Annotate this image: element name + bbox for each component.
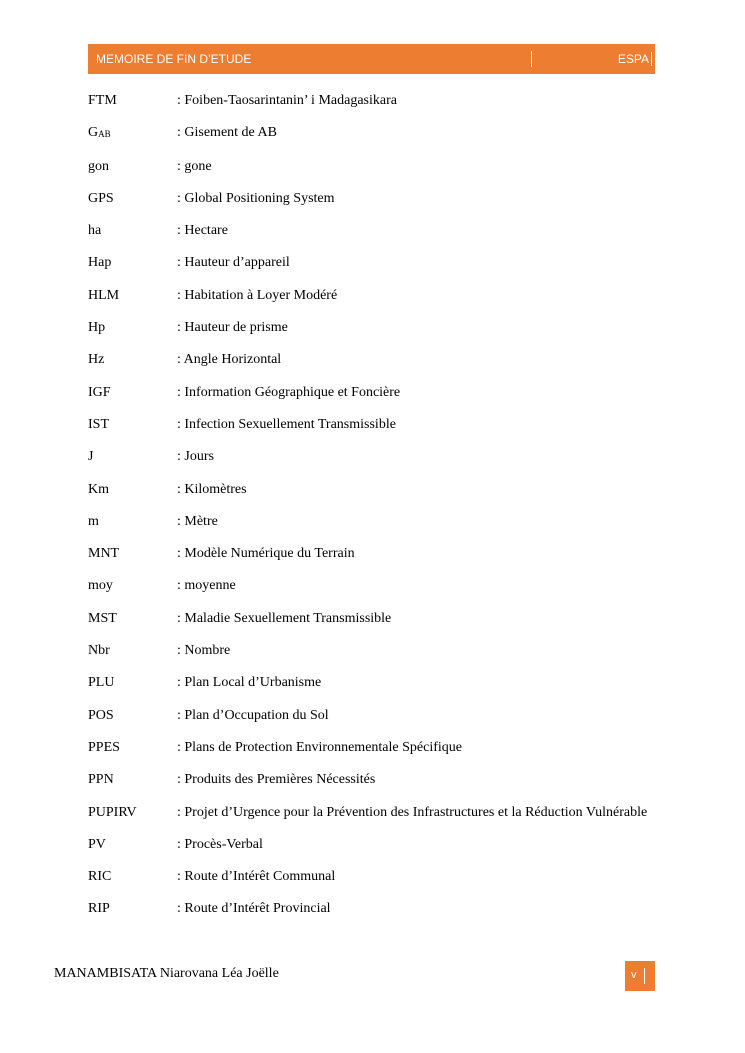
abbreviation-definition: : Produits des Premières Nécessités xyxy=(177,772,376,788)
abbreviation-row xyxy=(88,899,655,918)
abbreviation-definition: : Habitation à Loyer Modéré xyxy=(177,287,338,303)
abbreviation-row xyxy=(88,318,655,337)
abbreviation-term xyxy=(88,641,177,660)
abbreviation-term-subscript: AB xyxy=(98,129,111,140)
abbreviation-row xyxy=(88,641,655,660)
abbreviation-term-text: GPS xyxy=(88,190,114,206)
abbreviation-definition: : Maladie Sexuellement Transmissible xyxy=(177,610,392,626)
abbreviation-term-text: gon xyxy=(88,158,109,174)
abbreviation-term-text: MST xyxy=(88,610,117,626)
abbreviation-row xyxy=(88,157,655,176)
abbreviation-term-text: PV xyxy=(88,836,106,852)
header-title: MEMOIRE DE FIN D’ETUDE xyxy=(96,52,252,66)
abbreviation-row xyxy=(88,123,655,143)
abbreviation-definition: : Procès-Verbal xyxy=(177,836,263,852)
abbreviation-term-text: J xyxy=(88,449,94,465)
abbreviation-term xyxy=(88,544,177,563)
abbreviation-term xyxy=(88,253,177,272)
abbreviation-term-text: m xyxy=(88,513,99,529)
abbreviation-term-text: MNT xyxy=(88,546,120,562)
page-number: v xyxy=(631,969,637,981)
abbreviation-row xyxy=(88,706,655,725)
abbreviation-term xyxy=(88,350,177,369)
abbreviation-definition: : gone xyxy=(177,158,212,174)
page-header xyxy=(88,44,655,74)
abbreviation-row xyxy=(88,835,655,854)
abbreviation-term-text: FTM xyxy=(88,93,117,108)
abbreviation-definition: : Modèle Numérique du Terrain xyxy=(177,546,355,562)
abbreviation-row xyxy=(88,350,655,369)
abbreviation-definition: : Mètre xyxy=(177,513,218,529)
abbreviation-term-text: Hp xyxy=(88,320,106,336)
abbreviation-row xyxy=(88,286,655,305)
abbreviation-term-text: Hap xyxy=(88,255,112,271)
abbreviation-term-text: PPN xyxy=(88,772,114,788)
header-right-divider xyxy=(651,52,652,66)
abbreviation-term xyxy=(88,480,177,499)
abbreviation-term xyxy=(88,415,177,434)
abbreviation-definition: : Projet d’Urgence pour la Prévention des Infrastructures et la Réduction Vulnérable xyxy=(177,804,648,820)
abbreviation-term xyxy=(88,738,177,757)
abbreviation-row xyxy=(88,544,655,563)
abbreviation-term-text: PUPIRV xyxy=(88,804,137,820)
abbreviation-definition: : Kilomètres xyxy=(177,481,247,497)
abbreviation-term-text: IGF xyxy=(88,384,111,400)
abbreviation-definition: : Plan d’Occupation du Sol xyxy=(177,707,329,723)
abbreviation-term xyxy=(88,576,177,595)
abbreviation-row xyxy=(88,803,655,822)
abbreviation-term xyxy=(88,157,177,176)
abbreviation-definition: : Route d’Intérêt Provincial xyxy=(177,901,331,917)
abbreviation-definition: : moyenne xyxy=(177,578,236,594)
abbreviation-definition: : Hectare xyxy=(177,223,228,239)
abbreviation-term xyxy=(88,706,177,725)
abbreviation-term xyxy=(88,91,177,110)
abbreviation-definition: : Foiben-Taosarintanin’ i Madagasikara xyxy=(177,93,397,108)
header-school: ESPA xyxy=(617,52,649,66)
abbreviation-definition: : Nombre xyxy=(177,643,231,659)
abbreviation-row xyxy=(88,512,655,531)
abbreviation-list xyxy=(88,91,655,932)
abbreviation-term-text: moy xyxy=(88,578,113,594)
abbreviation-term-text: G xyxy=(88,125,99,141)
abbreviation-row xyxy=(88,576,655,595)
abbreviation-term xyxy=(88,286,177,305)
abbreviation-row xyxy=(88,609,655,628)
abbreviation-row xyxy=(88,738,655,757)
abbreviation-term-text: RIC xyxy=(88,869,112,885)
abbreviation-term-text: RIP xyxy=(88,901,110,917)
abbreviation-row xyxy=(88,253,655,272)
abbreviation-row xyxy=(88,221,655,240)
abbreviation-term-text: IST xyxy=(88,416,109,432)
abbreviation-definition: : Jours xyxy=(177,449,214,465)
page-number-box xyxy=(625,961,655,991)
abbreviation-term xyxy=(88,867,177,886)
abbreviation-term xyxy=(88,383,177,402)
abbreviation-term-text: Hz xyxy=(88,352,105,368)
abbreviation-term xyxy=(88,770,177,789)
abbreviation-row xyxy=(88,480,655,499)
abbreviation-definition: : Angle Horizontal xyxy=(177,352,282,368)
abbreviation-definition: : Gisement de AB xyxy=(177,125,277,141)
abbreviation-row xyxy=(88,189,655,208)
abbreviation-definition: : Global Positioning System xyxy=(177,190,335,206)
abbreviation-term-text: PLU xyxy=(88,675,115,691)
abbreviation-row xyxy=(88,770,655,789)
abbreviation-term xyxy=(88,803,177,822)
abbreviation-term xyxy=(88,512,177,531)
abbreviation-row xyxy=(88,91,655,110)
abbreviation-definition: : Hauteur d’appareil xyxy=(177,255,290,271)
abbreviation-term xyxy=(88,189,177,208)
abbreviation-definition: : Plans de Protection Environnementale Spécifique xyxy=(177,739,462,755)
abbreviation-term-text: ha xyxy=(88,223,102,239)
abbreviation-row xyxy=(88,447,655,466)
abbreviation-definition: : Information Géographique et Foncière xyxy=(177,384,401,400)
abbreviation-term xyxy=(88,221,177,240)
abbreviation-term-text: HLM xyxy=(88,287,120,303)
abbreviation-row xyxy=(88,415,655,434)
abbreviation-definition: : Hauteur de prisme xyxy=(177,320,288,336)
abbreviation-definition: : Route d’Intérêt Communal xyxy=(177,869,336,885)
page-number-divider xyxy=(644,968,645,984)
abbreviation-term xyxy=(88,835,177,854)
abbreviation-row xyxy=(88,673,655,692)
abbreviation-term xyxy=(88,318,177,337)
abbreviation-term xyxy=(88,123,177,143)
abbreviation-definition: : Plan Local d’Urbanisme xyxy=(177,675,322,691)
header-divider xyxy=(531,51,532,67)
abbreviation-term-text: PPES xyxy=(88,739,120,755)
abbreviation-term xyxy=(88,447,177,466)
abbreviation-definition: : Infection Sexuellement Transmissible xyxy=(177,416,396,432)
abbreviation-row xyxy=(88,867,655,886)
abbreviation-term-text: Km xyxy=(88,481,109,497)
footer-author: MANAMBISATA Niarovana Léa Joëlle xyxy=(54,966,279,981)
abbreviation-term xyxy=(88,899,177,918)
abbreviation-term-text: POS xyxy=(88,707,114,723)
abbreviation-term-text: Nbr xyxy=(88,643,110,659)
abbreviation-row xyxy=(88,383,655,402)
abbreviation-term xyxy=(88,673,177,692)
abbreviation-term xyxy=(88,609,177,628)
